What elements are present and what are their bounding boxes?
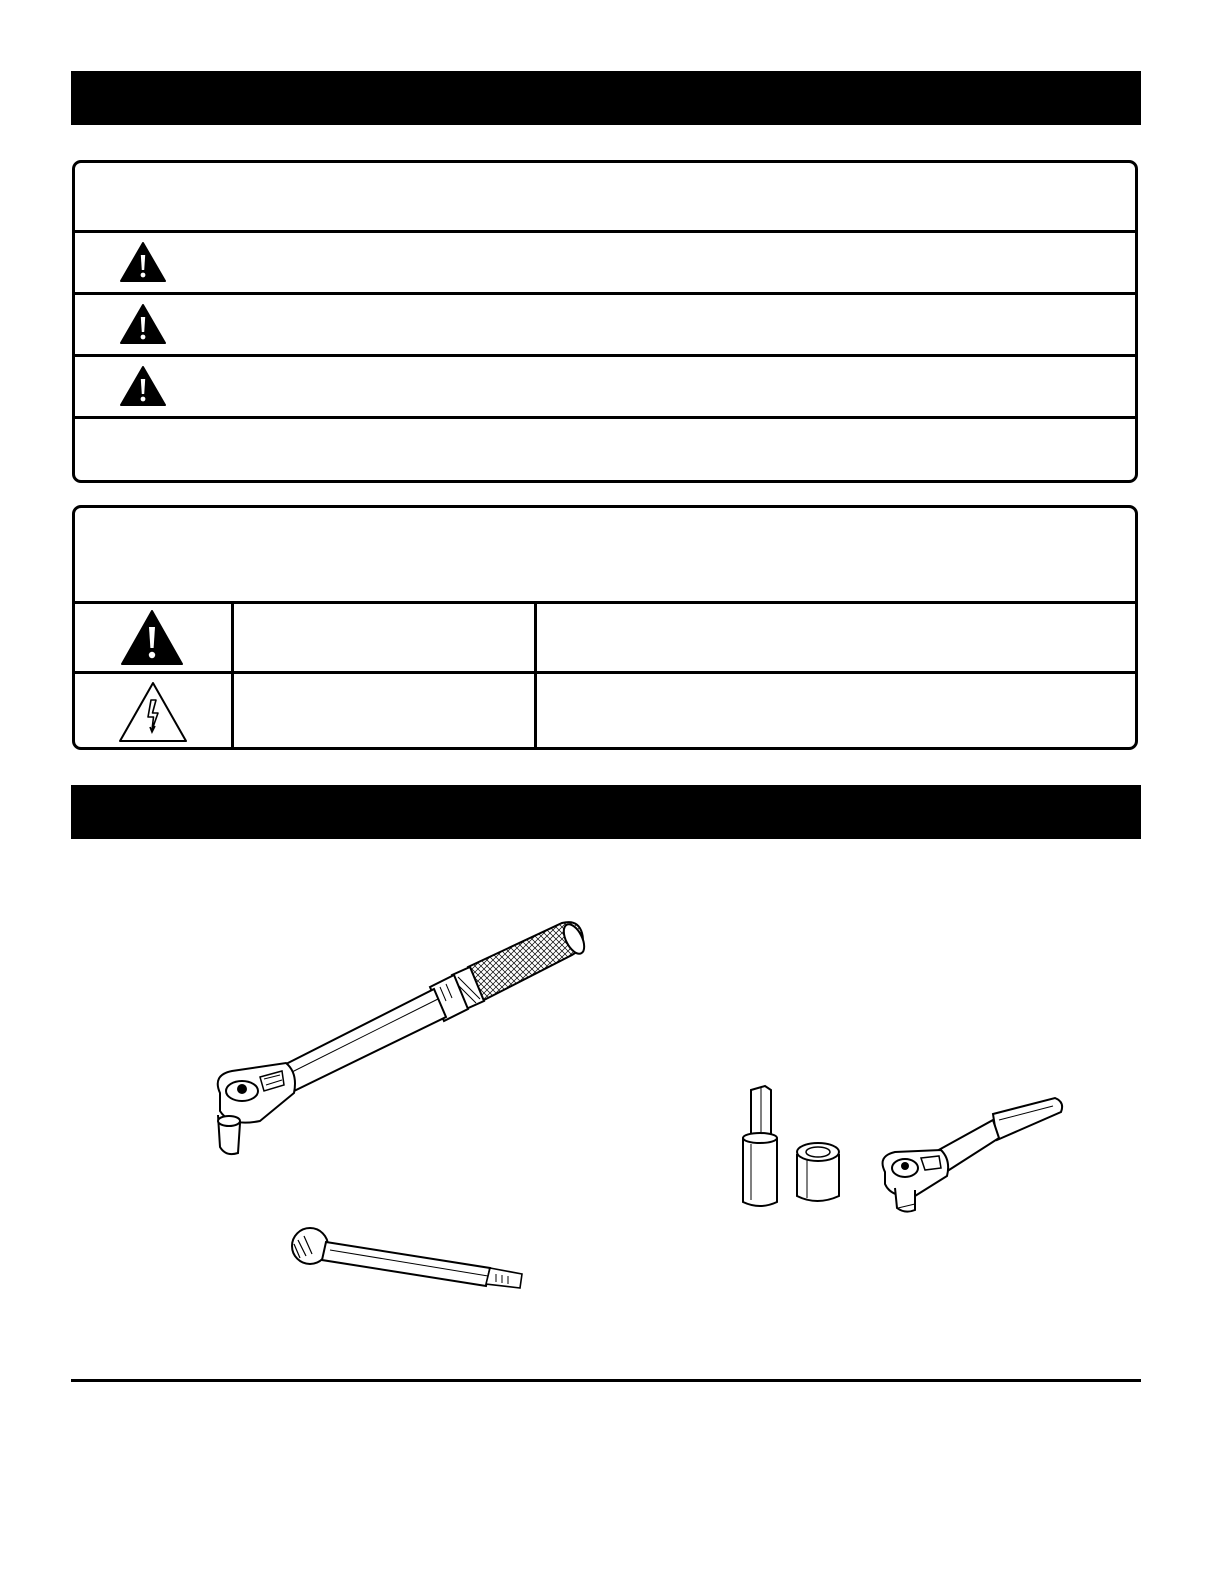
hex-bit-adapter-icon (743, 1086, 777, 1206)
signal-words-header (75, 163, 1135, 230)
signal-row-caution (75, 354, 1135, 417)
safety-alert-icon (119, 241, 167, 288)
safety-alert-icon (119, 303, 167, 350)
torque-wrench-illustration (190, 915, 590, 1180)
torque-screwdriver-illustration (280, 1222, 530, 1307)
symbol-row-shock (75, 671, 1135, 747)
signal-row-note (75, 416, 1135, 480)
section-header-bar-bottom (71, 785, 1141, 839)
symbols-header (75, 508, 1135, 601)
ratchet-icon (883, 1098, 1063, 1212)
signal-row-warning (75, 292, 1135, 355)
footer-rule (71, 1379, 1141, 1382)
socket-icon (797, 1143, 839, 1201)
section-header-bar-top (71, 71, 1141, 125)
electric-shock-icon (117, 680, 189, 749)
signal-words-box (72, 160, 1138, 483)
symbol-row-alert (75, 601, 1135, 672)
signal-row-danger (75, 230, 1135, 293)
symbols-box (72, 505, 1138, 750)
safety-alert-icon (120, 609, 184, 671)
socket-set-illustration (735, 1080, 1075, 1225)
safety-alert-icon (119, 365, 167, 412)
